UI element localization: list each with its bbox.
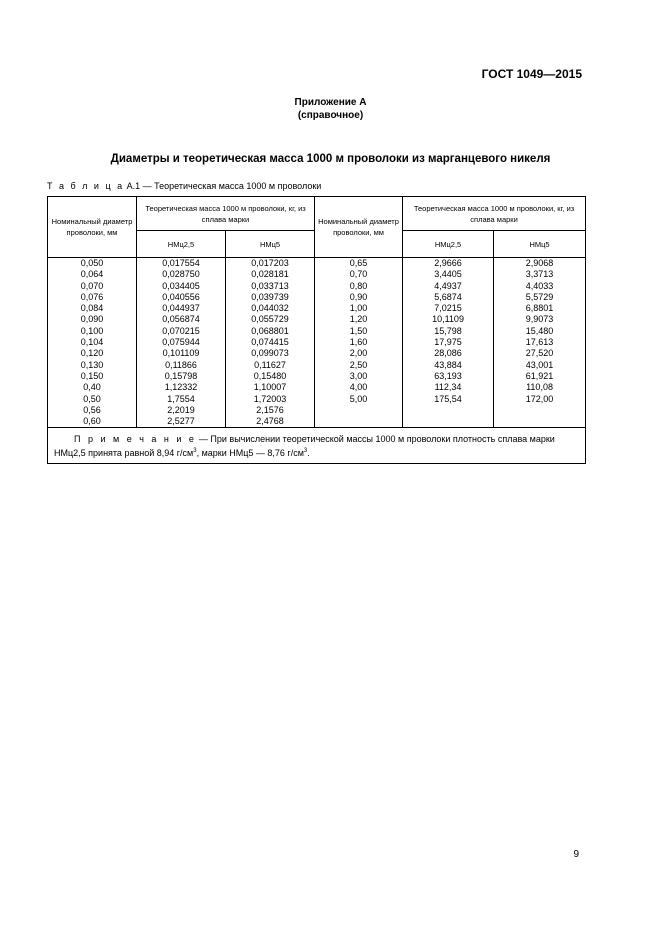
table-cell: 0,150	[80, 370, 104, 381]
table-cell: 0,65	[349, 258, 368, 268]
table-cell: 1,7554	[167, 393, 195, 404]
table-cell: 0,033713	[251, 280, 289, 291]
table-cell: 0,90	[349, 291, 368, 302]
column-diameter-left	[48, 258, 137, 428]
header-diameter-right: Номинальный диаметр проволоки, мм	[315, 197, 403, 258]
table-cell: 1,12332	[164, 382, 198, 393]
table-cell: 5,6874	[434, 291, 462, 302]
table-cell: 0,11627	[254, 359, 286, 370]
column-nmc25-right	[403, 258, 494, 428]
table-cell: 0,15798	[164, 370, 198, 381]
table-cell: 3,4405	[434, 269, 462, 280]
table-cell: 3,3713	[525, 269, 554, 280]
table-cell: 0,055729	[251, 314, 289, 325]
table-note	[48, 428, 586, 464]
note-text-2: , марки НМц5 — 8,76 г/см	[196, 448, 304, 459]
table-cell: 0,064	[80, 269, 104, 280]
table-cell: 15,480	[525, 325, 554, 336]
note-label: П р и м е ч а н и е	[74, 434, 197, 445]
table-cell: 0,044937	[162, 303, 200, 314]
table-cell: 0,70	[349, 269, 368, 280]
table-cell: 15,798	[434, 325, 462, 336]
table-cell: 0,80	[349, 280, 368, 291]
table-cell: 9,9073	[525, 314, 554, 325]
column-nmc5-left	[226, 258, 315, 428]
table-cell: 63,193	[434, 370, 462, 381]
document-title: Диаметры и теоретическая масса 1000 м проволоки из марганцевого никеля	[110, 153, 551, 165]
table-cell: 43,001	[525, 359, 554, 370]
header-grade-nmc25-right: НМц2,5	[403, 231, 494, 258]
note-superscript-1: 3	[193, 448, 197, 455]
table-cell: 0,15480	[253, 370, 287, 381]
table-cell: 1,50	[349, 325, 368, 336]
page-number: 9	[573, 849, 579, 860]
table-cell: 1,00	[349, 303, 368, 314]
column-nmc5-right	[494, 258, 586, 428]
table-cell: 0,50	[83, 393, 101, 404]
table-cell: 0,56	[83, 404, 101, 415]
header-mass-right: Теоретическая масса 1000 м проволоки, кг, из сплава марки	[403, 197, 586, 231]
table-cell: 0,074415	[251, 337, 289, 348]
table-cell: 1,10007	[253, 382, 287, 393]
table-cell: 112,34	[434, 382, 462, 393]
table-cell: 3,00	[349, 370, 368, 381]
appendix-title: Приложение А	[294, 97, 367, 108]
table-cell: 2,9068	[525, 258, 554, 268]
note-text-1: — При вычислении теоретической массы 1000 м проволоки плотность сплава марки НМц2,5 принята равной 8,94 г/см	[54, 434, 555, 459]
table-cell: 5,5729	[525, 291, 554, 302]
table-cell: 0,044032	[251, 303, 289, 314]
table-cell: 0,017554	[162, 258, 200, 268]
table-cell: 5,00	[349, 393, 368, 404]
table-cell: 2,5277	[167, 416, 195, 427]
table-cell: 0,11866	[165, 359, 197, 370]
table-cell: 175,54	[434, 393, 462, 404]
table-cell: 17,975	[434, 337, 462, 348]
table-cell: 0,130	[80, 359, 104, 370]
table-cell: 0,050	[80, 258, 104, 268]
table-cell: 0,40	[83, 382, 101, 393]
column-nmc25-left	[137, 258, 226, 428]
header-grade-nmc5-left: НМц5	[226, 231, 315, 258]
table-cell: 0,017203	[251, 258, 289, 268]
table-cell: 1,60	[349, 337, 368, 348]
table-body-row	[48, 258, 586, 428]
caption-text: А.1 — Теоретическая масса 1000 м проволоки	[126, 181, 322, 191]
appendix-subtitle: (справочное)	[297, 110, 364, 121]
table-cell: 27,520	[525, 348, 554, 359]
table-cell: 43,884	[434, 359, 462, 370]
table-cell: 0,040556	[162, 291, 200, 302]
table-cell: 4,4033	[525, 280, 554, 291]
table-cell: 0,099073	[251, 348, 289, 359]
table-cell: 17,613	[525, 337, 554, 348]
standard-number: ГОСТ 1049—2015	[481, 67, 582, 81]
note-text-3: .	[307, 448, 310, 459]
table-cell: 172,00	[525, 393, 554, 404]
table-cell: 0,056874	[162, 314, 200, 325]
note-row	[48, 428, 586, 464]
table-cell: 0,070215	[162, 325, 200, 336]
header-grade-nmc5-right: НМц5	[494, 231, 586, 258]
table-cell: 0,100	[80, 325, 104, 336]
table-cell: 4,4937	[434, 280, 462, 291]
table-cell: 0,028181	[251, 269, 289, 280]
note-superscript-2: 3	[303, 448, 308, 455]
table-cell: 0,120	[80, 348, 104, 359]
table-cell: 0,076	[80, 291, 104, 302]
table-cell: 1,72003	[253, 393, 287, 404]
table-cell: 0,090	[80, 314, 104, 325]
table-cell: 0,028750	[162, 269, 200, 280]
header-diameter-left: Номинальный диаметр проволоки, мм	[48, 197, 137, 258]
table-cell: 0,039739	[251, 291, 289, 302]
table-cell: 28,086	[434, 348, 462, 359]
table-cell: 0,070	[80, 280, 104, 291]
table-cell: 0,084	[80, 303, 104, 314]
column-diameter-right	[315, 258, 403, 428]
header-grade-nmc25-left: НМц2,5	[137, 231, 226, 258]
table-cell: 7,0215	[434, 303, 462, 314]
header-mass-left: Теоретическая масса 1000 м проволоки, кг, из сплава марки	[137, 197, 315, 231]
table-cell: 0,075944	[162, 337, 200, 348]
mass-table	[47, 196, 586, 464]
table-caption	[47, 181, 321, 191]
table-cell: 2,4768	[256, 416, 284, 427]
table-cell: 2,50	[349, 359, 368, 370]
table-cell: 0,60	[83, 416, 101, 427]
table-cell: 10,1109	[432, 314, 464, 325]
table-cell: 4,00	[349, 382, 368, 393]
header-row-1	[48, 197, 586, 231]
table-cell: 2,9666	[434, 258, 462, 268]
caption-prefix: Т а б л и ц а	[47, 181, 125, 191]
table-cell: 110,08	[526, 382, 553, 393]
table-cell: 0,068801	[251, 325, 289, 336]
table-cell: 2,2019	[167, 404, 195, 415]
table-cell: 6,8801	[525, 303, 554, 314]
table-cell: 0,034405	[162, 280, 200, 291]
table-cell: 61,921	[525, 370, 554, 381]
table-cell: 2,1576	[256, 404, 284, 415]
table-cell: 1,20	[349, 314, 368, 325]
appendix-heading	[0, 96, 661, 122]
table-cell: 0,104	[80, 337, 104, 348]
table-cell: 2,00	[349, 348, 368, 359]
table-cell: 0,101109	[162, 348, 200, 359]
